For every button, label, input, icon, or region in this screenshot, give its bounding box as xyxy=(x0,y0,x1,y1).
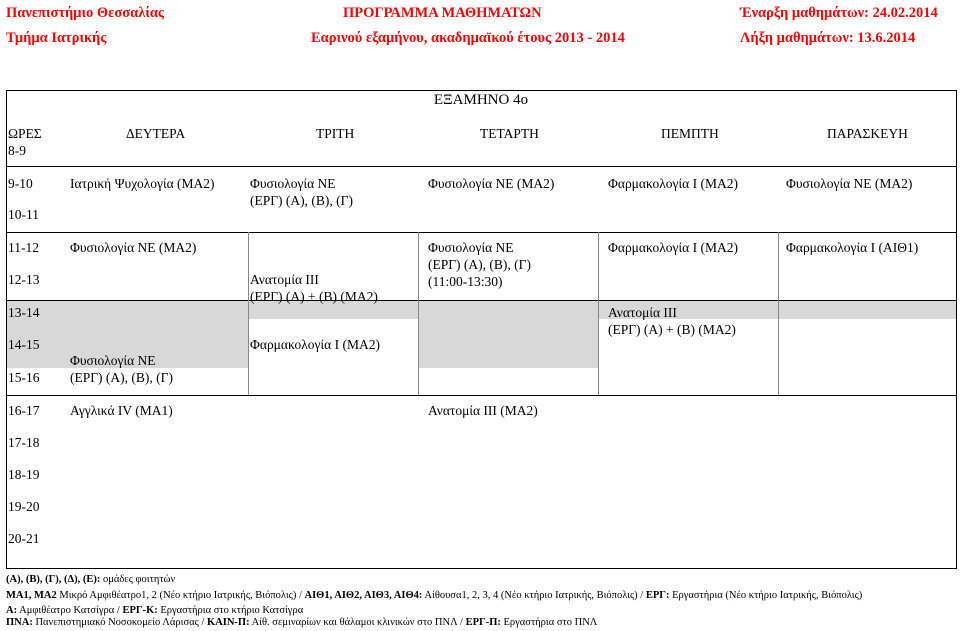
course-thursday-anatomy: Ανατομία ΙΙΙ xyxy=(608,305,677,320)
course-monday-psychology: Ιατρική Ψυχολογία (ΜΑ2) xyxy=(70,176,215,191)
course-thursday-pharmacology-2: Φαρμακολογία Ι (ΜΑ2) xyxy=(608,240,738,255)
university-name: Πανεπιστήμιο Θεσσαλίας xyxy=(6,5,165,21)
course-wednesday-physiology: Φυσιολογία ΝΕ (ΜΑ2) xyxy=(428,176,555,191)
hour-label: 17-18 xyxy=(8,435,40,450)
hour-label: 8-9 xyxy=(8,143,26,158)
legend-line-rooms: ΜΑ1, ΜΑ2 Μικρό Αμφιθέατρο1, 2 (Νέο κτήριο Ιατρικής, Βιόπολις) / ΑΙΘ1, ΑΙΘ2, ΑΙΘ3, ΑΙΘ4: Αίθουσα1, 2, 3, 4 (Νέο κτήριο Ιατρικής, Βιόπολις) / ΕΡΓ: Εργαστήρια (Νέο κτήριο Ιατρικής, Βιόπολις) xyxy=(6,590,863,601)
start-date: Έναρξη μαθημάτων: 24.02.2014 xyxy=(740,5,938,21)
hour-label: 10-11 xyxy=(8,207,39,222)
hour-label: 11-12 xyxy=(8,240,39,255)
end-date: Λήξη μαθημάτων: 13.6.2014 xyxy=(740,30,916,46)
course-friday-physiology: Φυσιολογία ΝΕ (ΜΑ2) xyxy=(786,176,913,191)
hour-label: 14-15 xyxy=(8,337,40,352)
hour-label: 16-17 xyxy=(8,403,40,418)
hour-label: 20-21 xyxy=(8,531,40,546)
course-thursday-pharmacology: Φαρμακολογία Ι (ΜΑ2) xyxy=(608,176,738,191)
legend-line-katsigra: Α: Αμφιθέατρο Κατσίγρα / ΕΡΓ-Κ: Εργαστήρια στο κτήριο Κατσίγρα xyxy=(6,605,304,616)
course-monday-physiology-groups: (ΕΡΓ) (Α), (Β), (Γ) xyxy=(70,370,173,385)
course-monday-physiology: Φυσιολογία ΝΕ (ΜΑ2) xyxy=(70,240,197,255)
course-wednesday-physiology-lab: Φυσιολογία ΝΕ xyxy=(428,240,514,255)
col-header-tuesday: ΤΡΙΤΗ xyxy=(316,126,355,141)
course-tuesday-anatomy-groups: (ΕΡΓ) (Α) + (Β) (ΜΑ2) xyxy=(250,289,378,304)
hour-label: 18-19 xyxy=(8,467,40,482)
semester-title: ΕΞΑΜΗΝΟ 4ο xyxy=(433,92,529,108)
page-title: ΠΡΟΓΡΑΜΜΑ ΜΑΘΗΜΑΤΩΝ xyxy=(343,5,542,21)
course-monday-physiology-lab: Φυσιολογία ΝΕ xyxy=(70,353,156,368)
course-monday-english: Αγγλικά ΙV (ΜΑ1) xyxy=(70,403,173,418)
hour-label: 13-14 xyxy=(8,305,40,320)
hour-label: 19-20 xyxy=(8,499,40,514)
course-wednesday-physiology-groups: (ΕΡΓ) (Α), (Β), (Γ) xyxy=(428,257,531,272)
gray-band-wed xyxy=(418,319,598,368)
gray-band-13-14 xyxy=(6,300,956,319)
course-wednesday-time: (11:00-13:30) xyxy=(428,274,503,289)
legend-line-hospital: ΠΝΑ: Πανεπιστημιακό Νοσοκομείο Λάρισας / ΚΑΙΝ-Π: Αίθ. σεμιναρίων και θάλαμοι κλινικών στο ΠΝΛ / ΕΡΓ-Π: Εργαστήρια στο ΠΝΛ xyxy=(6,617,598,628)
course-friday-pharmacology: Φαρμακολογία Ι (ΑΙΘ1) xyxy=(786,240,919,255)
course-tuesday-physiology: Φυσιολογία ΝΕ xyxy=(250,176,336,191)
department-name: Τμήμα Ιατρικής xyxy=(6,30,107,46)
hour-label: 9-10 xyxy=(8,176,33,191)
col-header-friday: ΠΑΡΑΣΚΕΥΗ xyxy=(827,126,908,141)
col-header-thursday: ΠΕΜΠΤΗ xyxy=(661,126,719,141)
hour-label: 12-13 xyxy=(8,272,40,287)
course-tuesday-anatomy: Ανατομία ΙΙΙ xyxy=(250,272,319,287)
course-wednesday-anatomy: Ανατομία ΙΙΙ (ΜΑ2) xyxy=(428,403,538,418)
col-header-monday: ΔΕΥΤΕΡΑ xyxy=(126,126,186,141)
legend-line-groups: (Α), (Β), (Γ), (Δ), (Ε): ομάδες φοιτητών xyxy=(6,574,176,585)
hour-label: 15-16 xyxy=(8,370,40,385)
col-header-wednesday: ΤΕΤΑΡΤΗ xyxy=(480,126,539,141)
page-subtitle: Εαρινού εξαμήνου, ακαδημαϊκού έτους 2013 - 2014 xyxy=(311,30,625,46)
course-tuesday-pharmacology: Φαρμακολογία Ι (ΜΑ2) xyxy=(250,337,380,352)
course-thursday-anatomy-groups: (ΕΡΓ) (Α) + (Β) (ΜΑ2) xyxy=(608,322,736,337)
col-header-hours: ΩΡΕΣ xyxy=(8,126,42,141)
course-tuesday-physiology-groups: (ΕΡΓ) (Α), (Β), (Γ) xyxy=(250,193,353,208)
